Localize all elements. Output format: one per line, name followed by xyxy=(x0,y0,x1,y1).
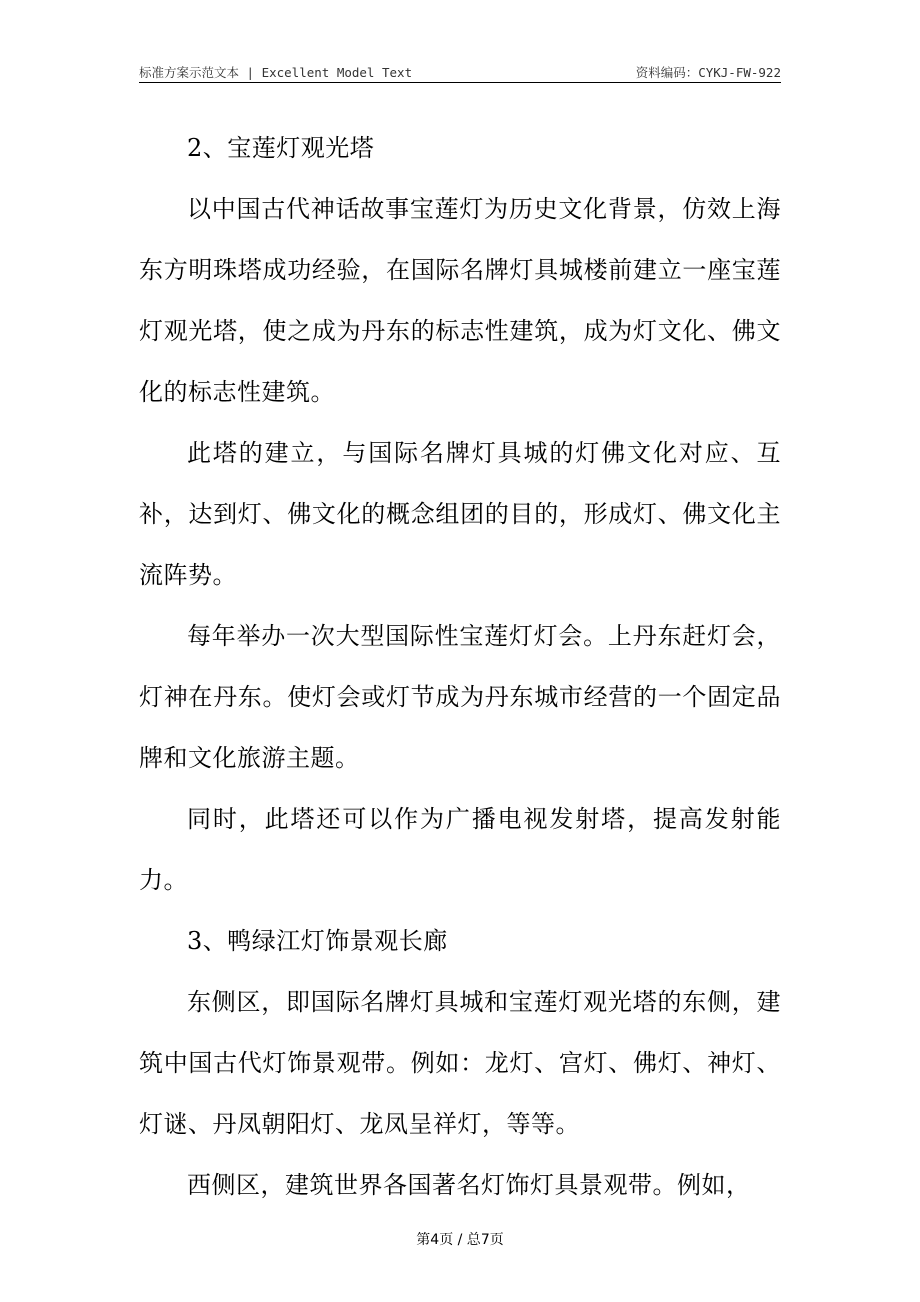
paragraph: 东侧区，即国际名牌灯具城和宝莲灯观光塔的东侧，建筑中国古代灯饰景观带。例如：龙灯、宫灯、佛灯、神灯、灯谜、丹凤朝阳灯、龙凤呈祥灯，等等。 xyxy=(139,988,781,1138)
total-page-number: 7 xyxy=(480,1232,490,1248)
document-body xyxy=(139,118,781,1216)
section-heading: 3、鸭绿江灯饰景观长廊 xyxy=(187,927,448,955)
paragraph: 西侧区，建筑世界各国著名灯饰灯具景观带。例如， xyxy=(187,1171,751,1199)
paragraph: 每年举办一次大型国际性宝莲灯灯会。上丹东赶灯会，灯神在丹东。使灯会或灯节成为丹东城市经营的一个固定品牌和文化旅游主题。 xyxy=(139,622,781,772)
current-page-number: 4 xyxy=(430,1232,440,1248)
footer-prefix: 第 xyxy=(416,1232,431,1248)
header-title: 标准方案示范文本 | Excellent Model Text xyxy=(139,65,413,80)
document-code: 资料编码：CYKJ-FW-922 xyxy=(635,65,781,80)
paragraph: 此塔的建立，与国际名牌灯具城的灯佛文化对应、互补，达到灯、佛文化的概念组团的目的，形成灯、佛文化主流阵势。 xyxy=(139,439,781,589)
paragraph: 同时，此塔还可以作为广播电视发射塔，提高发射能力。 xyxy=(139,805,781,894)
section-heading: 2、宝莲灯观光塔 xyxy=(187,134,375,162)
footer-suffix: 页 xyxy=(489,1232,504,1248)
page-header xyxy=(139,60,781,83)
footer-middle: 页 / 总 xyxy=(439,1232,481,1248)
paragraph: 以中国古代神话故事宝莲灯为历史文化背景，仿效上海东方明珠塔成功经验，在国际名牌灯具城楼前建立一座宝莲灯观光塔，使之成为丹东的标志性建筑，成为灯文化、佛文化的标志性建筑。 xyxy=(139,195,781,406)
page-footer xyxy=(0,1229,920,1249)
